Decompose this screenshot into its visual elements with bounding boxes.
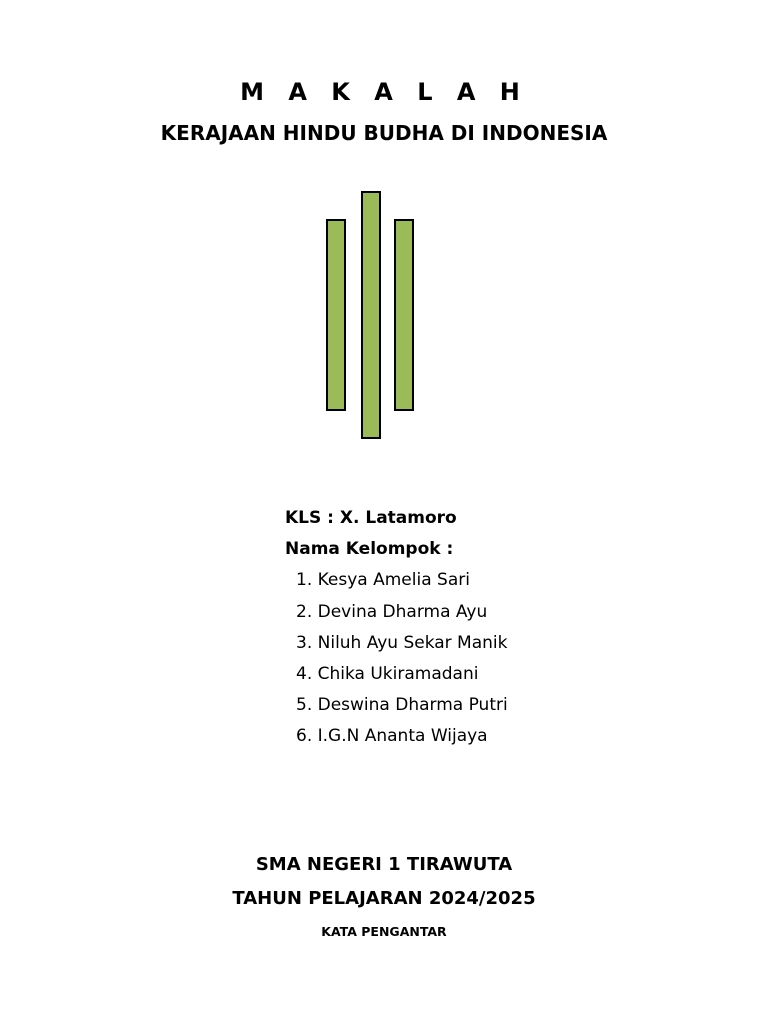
list-item: 6. I.G.N Ananta Wijaya [296,726,488,747]
page-title: M A K A L A H [240,78,528,106]
group-info [285,503,508,753]
right-bar [395,220,413,410]
list-item: 5. Deswina Dharma Putri [296,695,508,716]
member-list [285,565,508,752]
list-item: 2. Devina Dharma Ayu [296,601,488,622]
list-item: 4. Chika Ukiramadani [296,664,479,685]
decorative-bars-icon [0,0,768,460]
school-name: SMA NEGERI 1 TIRAWUTA [255,854,513,875]
group-label: Nama Kelompok : [285,539,454,560]
center-bar [362,192,380,438]
next-section-heading: KATA PENGANTAR [321,924,447,939]
academic-year: TAHUN PELAJARAN 2024/2025 [232,888,536,909]
list-item: 3. Niluh Ayu Sekar Manik [296,632,508,653]
class-label: KLS : X. Latamoro [285,508,457,528]
left-bar [327,220,345,410]
list-item: 1. Kesya Amelia Sari [296,570,470,591]
page-subtitle: KERAJAAN HINDU BUDHA DI INDONESIA [160,121,608,145]
